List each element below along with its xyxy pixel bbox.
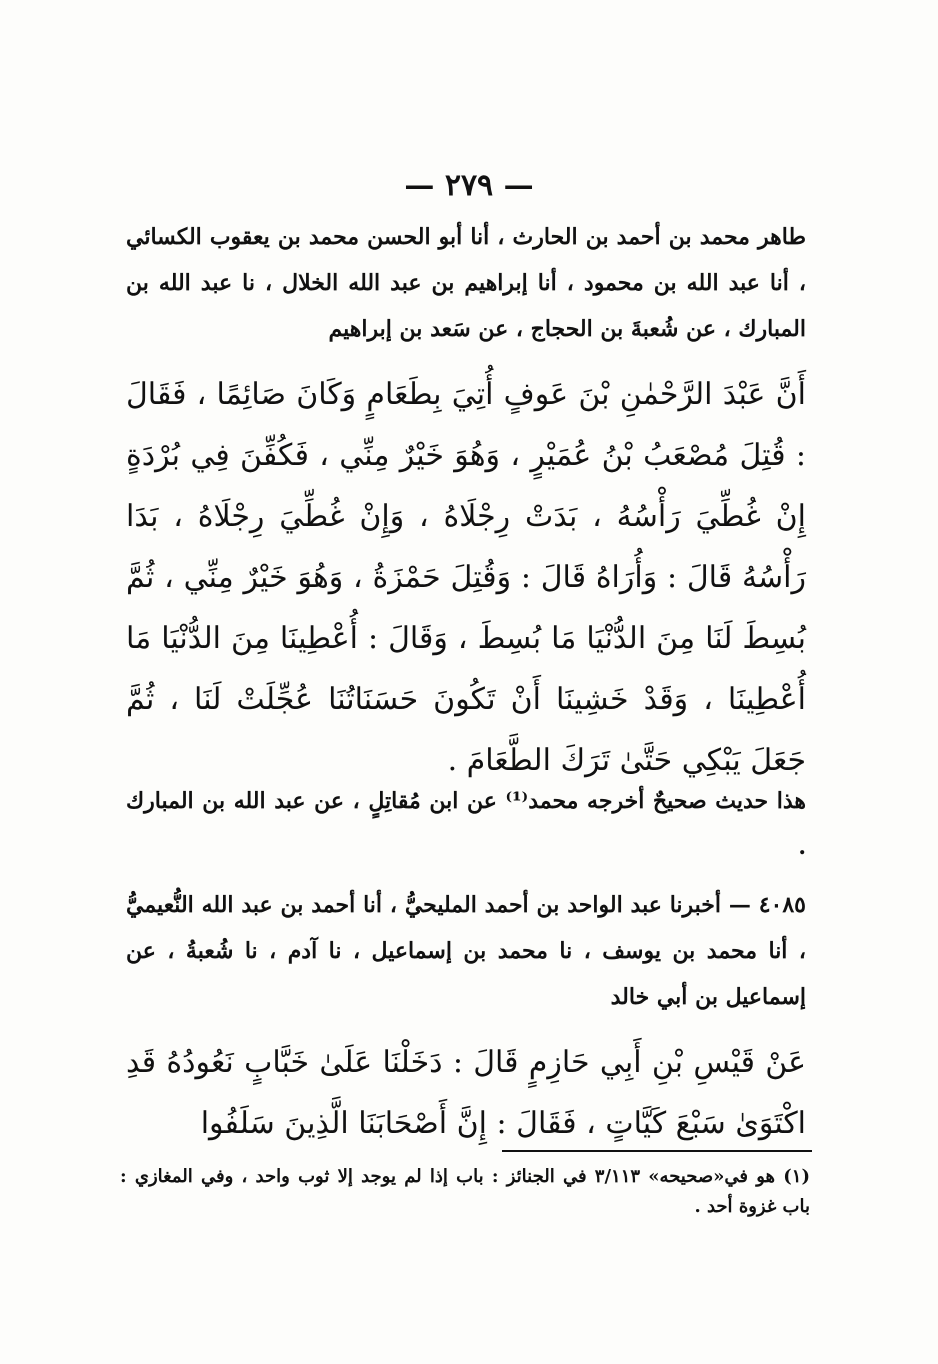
isnad-chain-2: ٤٠٨٥ — أخبرنا عبد الواحد بن أحمد المليحيُّ ، أنا أحمد بن عبد الله النُّعيميُّ ، أنا محمد بن يوسف ، نا محمد بن إسماعيل ، نا آدم ، نا شُعبةُ ، عن إسماعيل بن أبي خالد bbox=[126, 892, 806, 1010]
grading-comment-1: هذا حديث صحيحٌ أخرجه محمد⁽¹⁾ عن ابن مُقاتِلٍ ، عن عبد الله بن المبارك . bbox=[126, 788, 806, 860]
footnote: (١) هو في«صحيحه» ٣/١١٣ في الجنائز : باب إذا لم يوجد إلا ثوب واحد ، وفي المغازي : باب غزوة أحد . bbox=[120, 1166, 810, 1217]
page-number: — ٢٧٩ — bbox=[404, 168, 534, 203]
hadith-text-1: أَنَّ عَبْدَ الرَّحْمٰنِ بْنَ عَوفٍ أُتِيَ بِطَعَامٍ وَكَانَ صَائِمًا ، فَقَالَ : قُتِلَ مُصْعَبُ بْنُ عُمَيْرٍ ، وَهُوَ خَيْرٌ مِنِّي ، فَكُفِّنَ فِي بُرْدَةٍ إِنْ غُطِّيَ رَأْسُهُ ، بَدَتْ رِجْلَاهُ ، وَإِنْ غُطِّيَ رِجْلَاهُ ، بَدَا رَأْسُهُ قَالَ : وَأُرَاهُ قَالَ : وَقُتِلَ حَمْزَةُ ، وَهُوَ خَيْرٌ مِنِّي ، ثُمَّ بُسِطَ لَنَا مِنَ الدُّنْيَا مَا بُسِطَ ، وَقَالَ : أُعْطِينَا مِنَ الدُّنْيَا مَا أُعْطِينَا ، وَقَدْ خَشِينَا أَنْ تَكُونَ حَسَنَاتُنَا عُجِّلَتْ لَنَا ، ثُمَّ جَعَلَ يَبْكِي حَتَّىٰ تَرَكَ الطَّعَامَ . bbox=[126, 377, 806, 778]
isnad-chain-1: طاهر محمد بن أحمد بن الحارث ، أنا أبو الحسن محمد بن يعقوب الكسائي ، أنا عبد الله بن محمود ، أنا إبراهيم بن عبد الله الخلال ، نا عبد الله بن المبارك ، عن شُعبةَ بن الحجاج ، عن سَعد بن إبراهيم bbox=[126, 224, 806, 342]
hadith-text-2: عَنْ قَيْسِ بْنِ أَبِي حَازِمٍ قَالَ : دَخَلْنَا عَلَىٰ خَبَّابٍ نَعُودُهُ قَدِ اكْتَوَىٰ سَبْعَ كَيَّاتٍ ، فَقَالَ : إِنَّ أَصْحَابَنَا الَّذِينَ سَلَفُوا bbox=[126, 1045, 806, 1141]
footnote-divider bbox=[502, 1150, 812, 1152]
